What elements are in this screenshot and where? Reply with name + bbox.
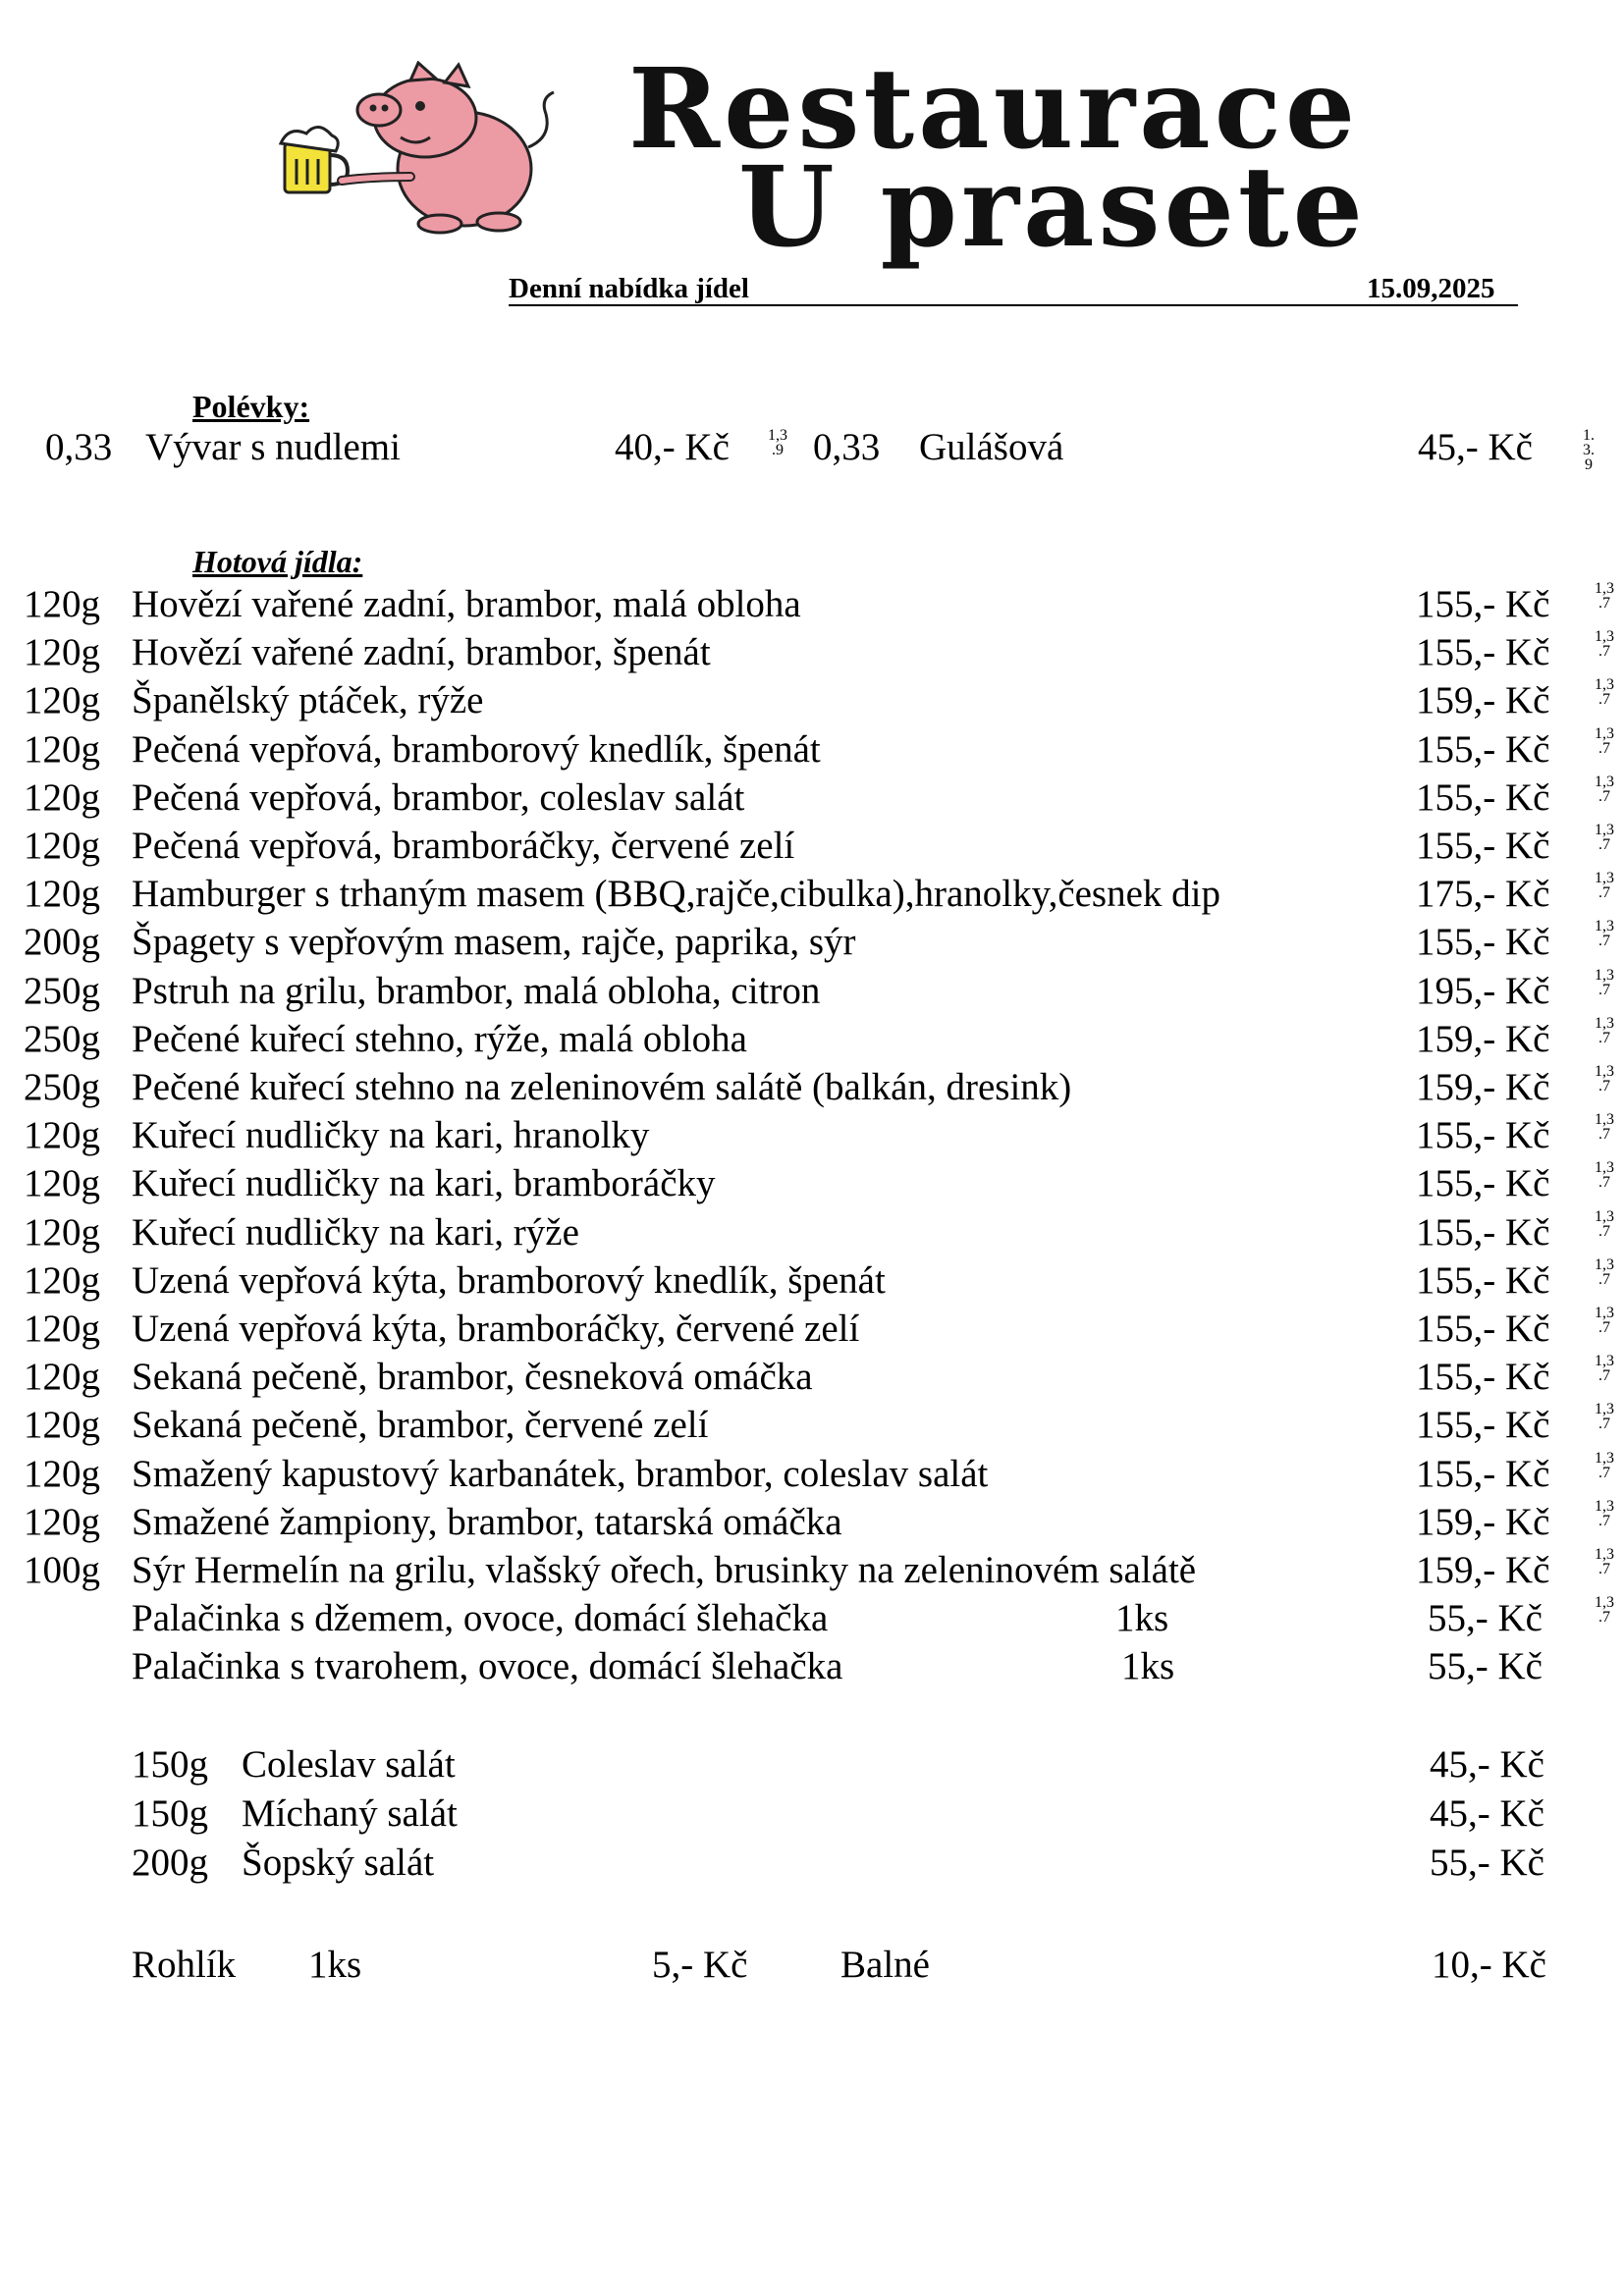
dish-price: 155,- Kč bbox=[1416, 1114, 1550, 1156]
allergen-code: 1,3 bbox=[1595, 1594, 1614, 1611]
allergen-codes bbox=[1595, 968, 1614, 997]
packaging-price: 10,- Kč bbox=[1432, 1944, 1546, 1986]
allergen-codes bbox=[1595, 677, 1614, 707]
dish-weight: 120g bbox=[24, 1114, 100, 1156]
dish-price: 155,- Kč bbox=[1416, 1308, 1550, 1350]
allergen-codes bbox=[1595, 1064, 1614, 1094]
allergen-code: 1,3 bbox=[1595, 774, 1614, 790]
salad-price: 55,- Kč bbox=[1430, 1842, 1544, 1884]
allergen-codes bbox=[1595, 726, 1614, 756]
allergen-codes: 1. 3. 9 bbox=[1583, 427, 1595, 473]
allergen-codes bbox=[1595, 871, 1614, 900]
allergen-code: 1,3 bbox=[1595, 1450, 1614, 1467]
main-dishes-heading: Hotová jídla: bbox=[192, 544, 363, 579]
allergen-code: 1,3 bbox=[1595, 967, 1614, 984]
dish-name: Kuřecí nudličky na kari, rýže bbox=[132, 1211, 579, 1254]
allergen-codes bbox=[1595, 1016, 1614, 1045]
allergen-codes bbox=[1595, 1306, 1614, 1335]
dish-name: Uzená vepřová kýta, bramboráčky, červené zelí bbox=[132, 1308, 860, 1350]
allergen-codes: 1,3 .9 bbox=[768, 427, 787, 458]
dish-weight: 120g bbox=[24, 728, 100, 771]
dish-weight: 120g bbox=[24, 776, 100, 819]
dish-name: Hovězí vařené zadní, brambor, malá obloha bbox=[132, 583, 801, 625]
dish-weight: 120g bbox=[24, 1404, 100, 1446]
dish-name: Pečená vepřová, brambor, coleslav salát bbox=[132, 776, 745, 819]
dish-price: 159,- Kč bbox=[1416, 1501, 1550, 1543]
allergen-code: 1,3 bbox=[1595, 1015, 1614, 1032]
dish-price: 155,- Kč bbox=[1416, 776, 1550, 819]
dish-price: 155,- Kč bbox=[1416, 1404, 1550, 1446]
dish-price: 159,- Kč bbox=[1416, 1018, 1550, 1060]
dish-name: Uzená vepřová kýta, bramborový knedlík, špenát bbox=[132, 1259, 886, 1302]
dish-name: Hovězí vařené zadní, brambor, špenát bbox=[132, 631, 711, 673]
allergen-code: 1,3 bbox=[1595, 1208, 1614, 1225]
allergen-code: 1,3 bbox=[1595, 1159, 1614, 1176]
allergen-code: 1,3 bbox=[1595, 1401, 1614, 1417]
allergen-code: .7 bbox=[1598, 1561, 1610, 1577]
pig-with-beer-logo bbox=[263, 61, 568, 238]
allergen-code: 1,3 bbox=[1595, 822, 1614, 838]
allergen-code: 1,3 bbox=[1595, 628, 1614, 645]
salad-price: 45,- Kč bbox=[1430, 1792, 1544, 1835]
allergen-codes bbox=[1595, 1402, 1614, 1431]
dish-price: 195,- Kč bbox=[1416, 970, 1550, 1012]
allergen-code: .7 bbox=[1598, 1319, 1610, 1336]
roll-qty: 1ks bbox=[308, 1944, 362, 1986]
dish-weight: 200g bbox=[24, 921, 100, 963]
allergen-codes bbox=[1595, 1112, 1614, 1142]
allergen-code: .7 bbox=[1598, 1513, 1610, 1529]
dish-price: 155,- Kč bbox=[1416, 1211, 1550, 1254]
roll-name: Rohlík bbox=[132, 1944, 237, 1986]
allergen-codes bbox=[1595, 1209, 1614, 1239]
allergen-code: .7 bbox=[1598, 1078, 1610, 1095]
allergen-code: .7 bbox=[1598, 595, 1610, 612]
dish-name: Španělský ptáček, rýže bbox=[132, 679, 484, 721]
dish-weight: 120g bbox=[24, 1308, 100, 1350]
allergen-codes bbox=[1595, 1595, 1614, 1625]
header-underline bbox=[509, 304, 1518, 306]
salad-weight: 150g bbox=[132, 1792, 208, 1835]
allergen-code: .7 bbox=[1598, 1367, 1610, 1384]
dish-price: 159,- Kč bbox=[1416, 679, 1550, 721]
dish-weight: 120g bbox=[24, 873, 100, 915]
daily-menu-title: Denní nabídka jídel bbox=[509, 273, 749, 304]
allergen-code: 1,3 bbox=[1595, 1498, 1614, 1515]
dish-weight: 120g bbox=[24, 583, 100, 625]
allergen-codes bbox=[1595, 1451, 1614, 1480]
dish-price: 175,- Kč bbox=[1416, 873, 1550, 915]
soup-price: 45,- Kč bbox=[1418, 426, 1533, 468]
allergen-codes bbox=[1595, 1354, 1614, 1383]
dish-name: Palačinka s tvarohem, ovoce, domácí šlehačka bbox=[132, 1645, 843, 1687]
allergen-code: 1,3 bbox=[1595, 725, 1614, 742]
allergen-code: 1,3 bbox=[1595, 676, 1614, 693]
dish-price: 155,- Kč bbox=[1416, 728, 1550, 771]
salad-name: Míchaný salát bbox=[242, 1792, 458, 1835]
allergen-codes bbox=[1595, 919, 1614, 948]
dish-price: 159,- Kč bbox=[1416, 1549, 1550, 1591]
dish-name: Pečená vepřová, bramboráčky, červené zelí bbox=[132, 825, 795, 867]
dish-price: 155,- Kč bbox=[1416, 1453, 1550, 1495]
allergen-code: 1,3 bbox=[1595, 1305, 1614, 1321]
dish-price: 55,- Kč bbox=[1428, 1645, 1543, 1687]
dish-price: 155,- Kč bbox=[1416, 631, 1550, 673]
dish-name: Sekaná pečeně, brambor, česneková omáčka bbox=[132, 1356, 813, 1398]
allergen-code: 1,3 bbox=[1595, 580, 1614, 597]
allergen-code: 1,3 bbox=[1595, 870, 1614, 886]
dish-weight: 100g bbox=[24, 1549, 100, 1591]
salad-weight: 200g bbox=[132, 1842, 208, 1884]
dish-name: Pstruh na grilu, brambor, malá obloha, citron bbox=[132, 970, 821, 1012]
allergen-code: .7 bbox=[1598, 1223, 1610, 1240]
allergen-code: .7 bbox=[1598, 1415, 1610, 1432]
soup-qty: 0,33 bbox=[45, 426, 113, 468]
allergen-codes bbox=[1595, 1547, 1614, 1576]
allergen-code: 1,3 bbox=[1595, 1111, 1614, 1128]
salad-name: Coleslav salát bbox=[242, 1743, 456, 1786]
dish-name: Palačinka s džemem, ovoce, domácí šlehačka bbox=[132, 1597, 829, 1639]
allergen-code: 1,3 bbox=[1595, 918, 1614, 934]
dish-weight: 120g bbox=[24, 1501, 100, 1543]
allergen-codes bbox=[1595, 774, 1614, 804]
restaurant-name-line2: U prasete bbox=[738, 143, 1367, 272]
dish-weight: 120g bbox=[24, 1259, 100, 1302]
dish-name: Pečené kuřecí stehno na zeleninovém salátě (balkán, dresink) bbox=[132, 1066, 1072, 1108]
dish-weight: 250g bbox=[24, 970, 100, 1012]
dish-weight: 250g bbox=[24, 1066, 100, 1108]
soup-price: 40,- Kč bbox=[615, 426, 730, 468]
dish-weight: 250g bbox=[24, 1018, 100, 1060]
dish-price: 155,- Kč bbox=[1416, 1162, 1550, 1204]
allergen-code: 1,3 bbox=[1595, 1546, 1614, 1563]
dish-name: Smažený kapustový karbanátek, brambor, coleslav salát bbox=[132, 1453, 989, 1495]
dish-price: 159,- Kč bbox=[1416, 1066, 1550, 1108]
allergen-code: .7 bbox=[1598, 1465, 1610, 1481]
allergen-code: .7 bbox=[1598, 884, 1610, 901]
soup-name: Gulášová bbox=[919, 426, 1064, 468]
dish-name: Pečená vepřová, bramborový knedlík, špenát bbox=[132, 728, 821, 771]
salad-weight: 150g bbox=[132, 1743, 208, 1786]
roll-price: 5,- Kč bbox=[652, 1944, 748, 1986]
allergen-code: 1,3 bbox=[1595, 1256, 1614, 1273]
dish-weight: 120g bbox=[24, 631, 100, 673]
dish-weight: 120g bbox=[24, 825, 100, 867]
allergen-codes bbox=[1595, 823, 1614, 852]
dish-price: 155,- Kč bbox=[1416, 921, 1550, 963]
allergen-code: .7 bbox=[1598, 836, 1610, 853]
dish-price: 155,- Kč bbox=[1416, 1356, 1550, 1398]
allergen-code: .7 bbox=[1598, 1126, 1610, 1143]
dish-name: Sekaná pečeně, brambor, červené zelí bbox=[132, 1404, 709, 1446]
allergen-code: .7 bbox=[1598, 982, 1610, 998]
allergen-codes bbox=[1595, 1160, 1614, 1190]
soups-heading: Polévky: bbox=[192, 389, 310, 424]
allergen-code: .7 bbox=[1598, 691, 1610, 708]
dish-weight: 120g bbox=[24, 679, 100, 721]
allergen-codes bbox=[1595, 1257, 1614, 1287]
restaurant-name-line1: Restaurace bbox=[628, 45, 1360, 174]
dish-name: Špagety s vepřovým masem, rajče, paprika, sýr bbox=[132, 921, 856, 963]
soup-qty: 0,33 bbox=[813, 426, 881, 468]
allergen-codes bbox=[1595, 629, 1614, 659]
dish-name: Smažené žampiony, brambor, tatarská omáčka bbox=[132, 1501, 842, 1543]
menu-date: 15.09,2025 bbox=[1367, 273, 1495, 304]
allergen-code: .7 bbox=[1598, 788, 1610, 805]
dish-qty: 1ks bbox=[1121, 1645, 1175, 1687]
dish-name: Kuřecí nudličky na kari, hranolky bbox=[132, 1114, 650, 1156]
allergen-code: .7 bbox=[1598, 933, 1610, 949]
dish-weight: 120g bbox=[24, 1453, 100, 1495]
dish-name: Hamburger s trhaným masem (BBQ,rajče,cibulka),hranolky,česnek dip bbox=[132, 873, 1221, 915]
dish-name: Kuřecí nudličky na kari, bramboráčky bbox=[132, 1162, 716, 1204]
allergen-code: .7 bbox=[1598, 740, 1610, 757]
dish-name: Sýr Hermelín na grilu, vlašský ořech, brusinky na zeleninovém salátě bbox=[132, 1549, 1197, 1591]
dish-price: 155,- Kč bbox=[1416, 583, 1550, 625]
dish-qty: 1ks bbox=[1115, 1597, 1169, 1639]
dish-price: 155,- Kč bbox=[1416, 825, 1550, 867]
allergen-code: 1,3 bbox=[1595, 1353, 1614, 1369]
dish-weight: 120g bbox=[24, 1162, 100, 1204]
packaging-name: Balné bbox=[840, 1944, 930, 1986]
dish-name: Pečené kuřecí stehno, rýže, malá obloha bbox=[132, 1018, 747, 1060]
dish-price: 55,- Kč bbox=[1428, 1597, 1543, 1639]
dish-weight: 120g bbox=[24, 1356, 100, 1398]
allergen-code: .7 bbox=[1598, 1271, 1610, 1288]
allergen-codes bbox=[1595, 1499, 1614, 1528]
dish-weight: 120g bbox=[24, 1211, 100, 1254]
allergen-code: .7 bbox=[1598, 1609, 1610, 1626]
allergen-code: .7 bbox=[1598, 1030, 1610, 1046]
salad-name: Šopský salát bbox=[242, 1842, 435, 1884]
allergen-code: .7 bbox=[1598, 1174, 1610, 1191]
allergen-codes bbox=[1595, 581, 1614, 611]
salad-price: 45,- Kč bbox=[1430, 1743, 1544, 1786]
allergen-code: 1,3 bbox=[1595, 1063, 1614, 1080]
soup-name: Vývar s nudlemi bbox=[145, 426, 401, 468]
allergen-code: .7 bbox=[1598, 643, 1610, 660]
pig-icon bbox=[342, 63, 554, 233]
dish-price: 155,- Kč bbox=[1416, 1259, 1550, 1302]
